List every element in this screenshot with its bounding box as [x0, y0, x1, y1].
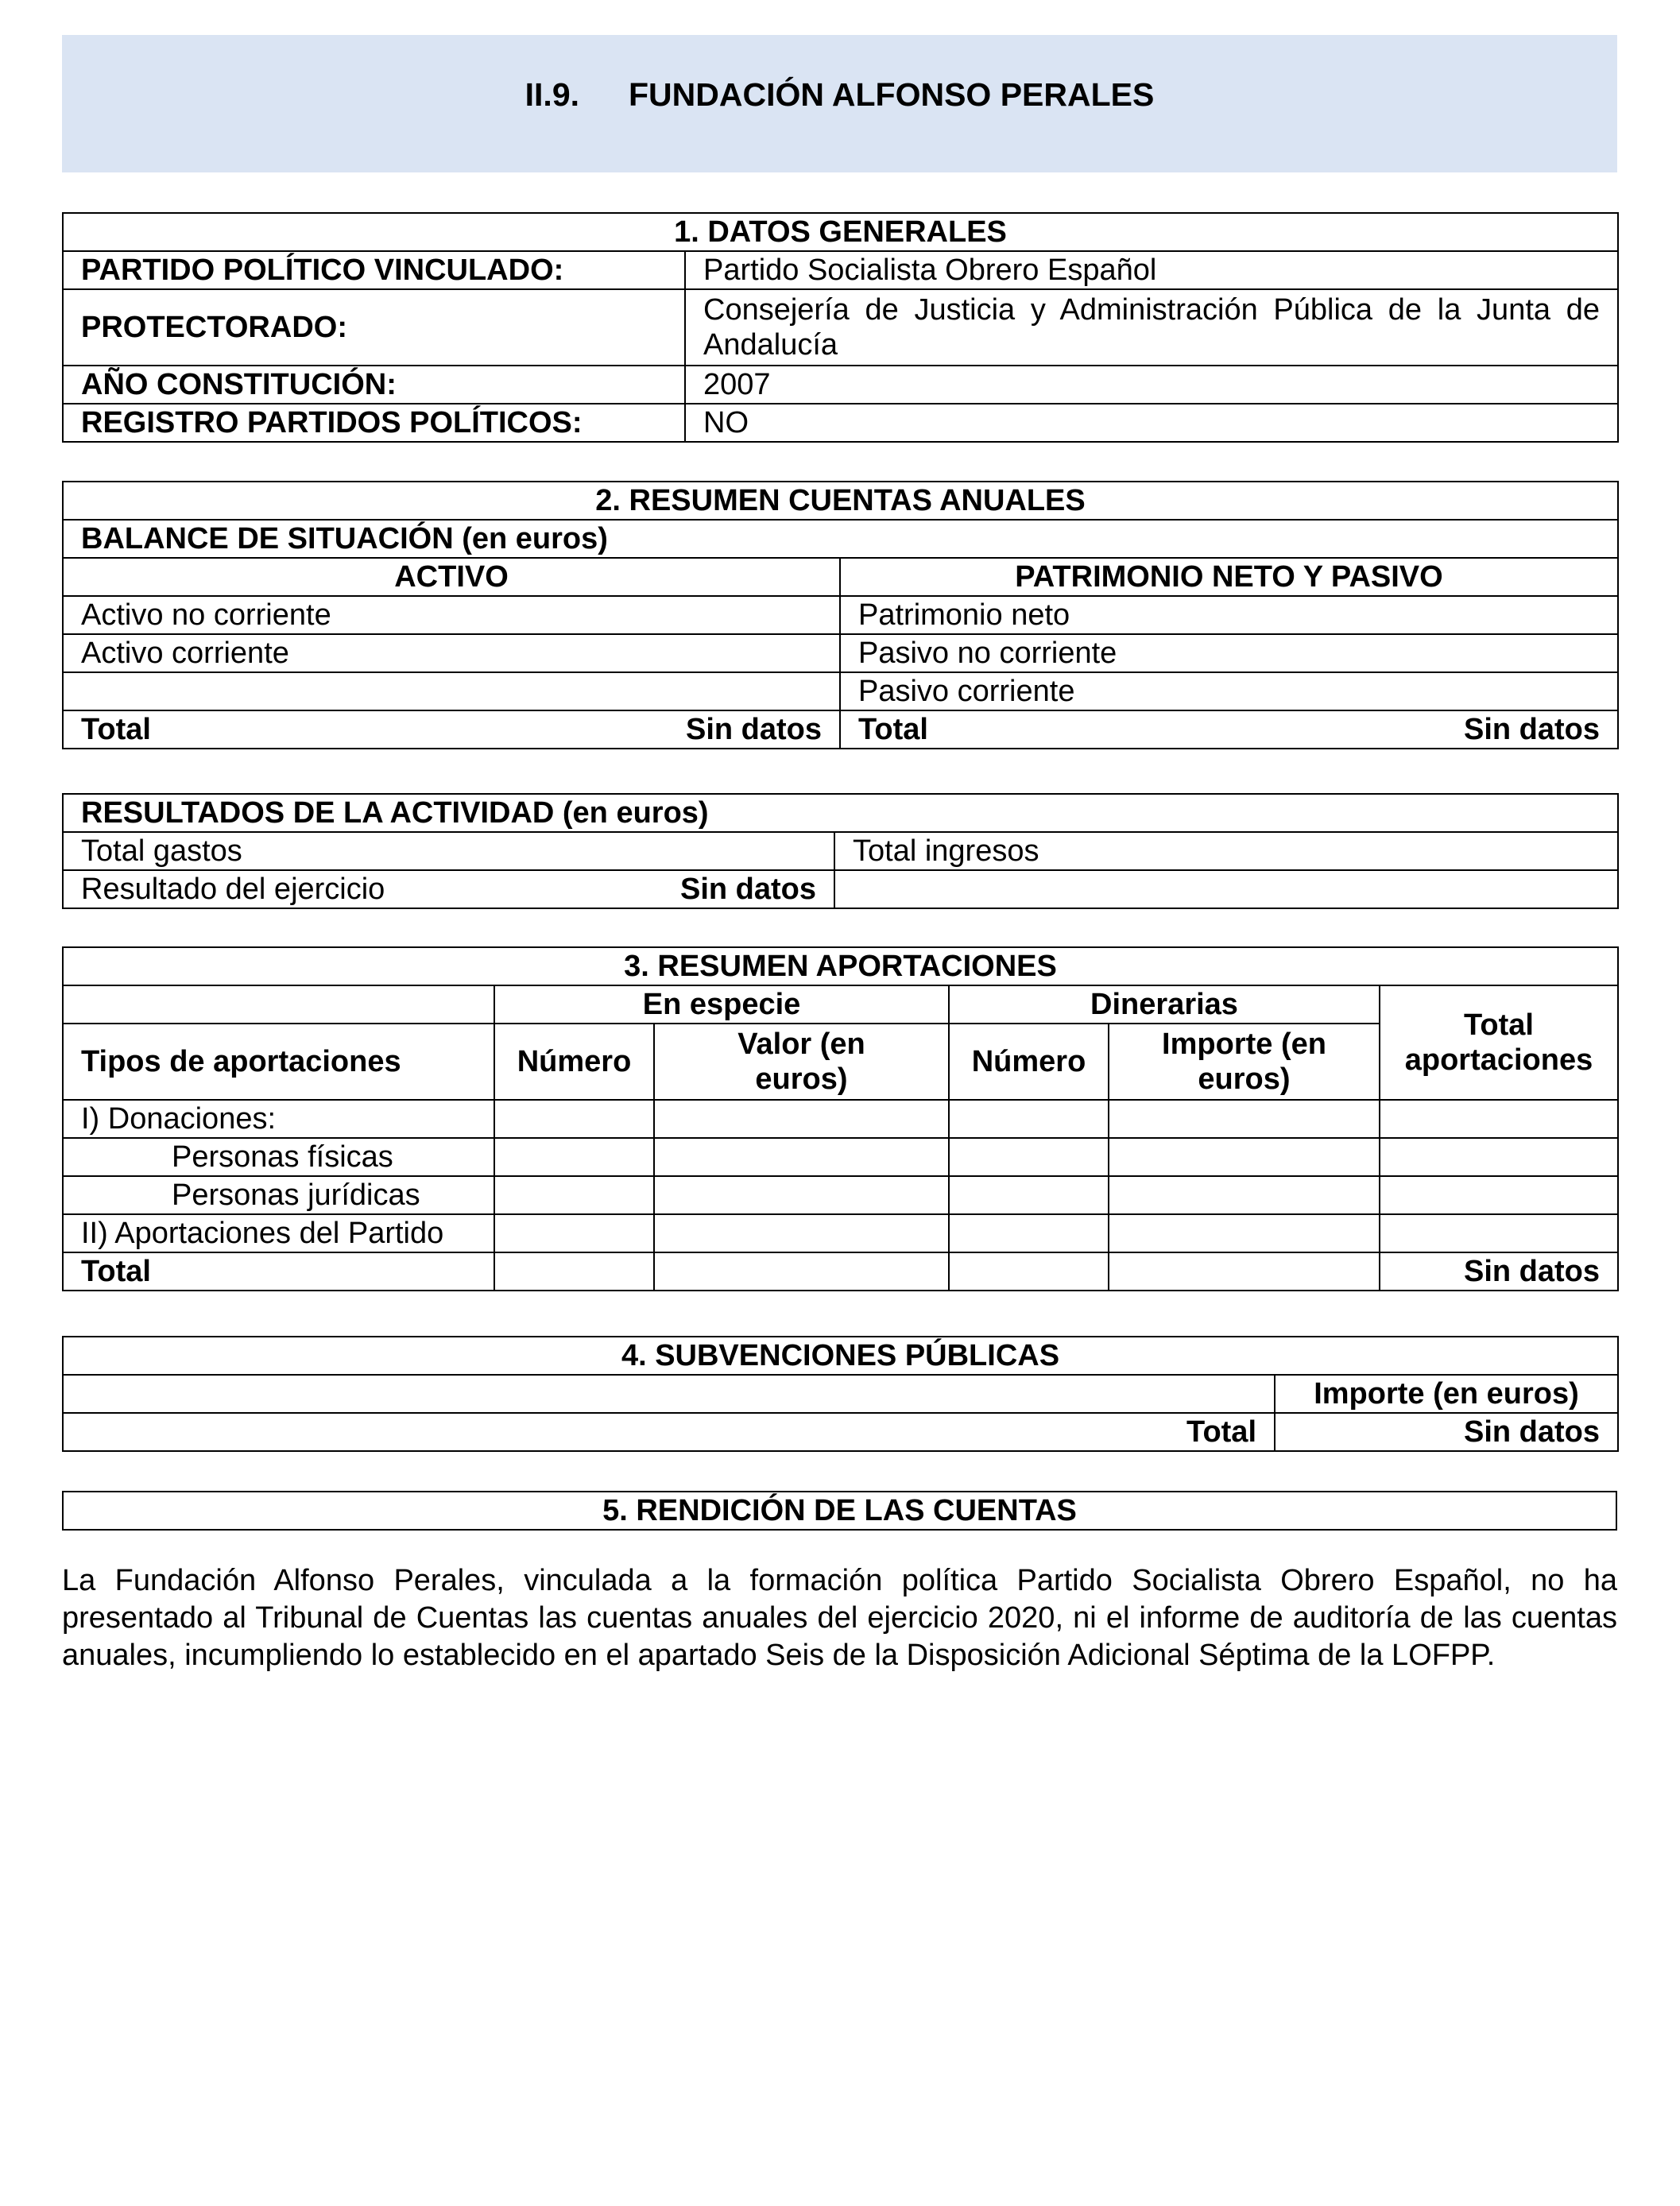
- pasivo-item: Patrimonio neto: [840, 596, 1618, 634]
- datos-generales-heading: 1. DATOS GENERALES: [63, 213, 1618, 251]
- aportacion-row-label: II) Aportaciones del Partido: [63, 1214, 494, 1252]
- registro-value: NO: [685, 404, 1618, 442]
- pasivo-total-value: Sin datos: [1463, 713, 1600, 746]
- pasivo-heading: PATRIMONIO NETO Y PASIVO: [840, 558, 1618, 596]
- aportaciones-table: [62, 946, 1619, 1291]
- rendicion-paragraph: La Fundación Alfonso Perales, vinculada a la formación política Partido Socialista Obrero Español, no ha presentado al Tribunal de Cuentas las cuentas anuales del ejercicio 2020, ni el informe de auditoría de las cuentas anuales, incumpliendo lo establecido en el apartado Seis de la Disposición Adicional Séptima de la LOFPP.: [62, 1564, 1617, 1672]
- protectorado-value: Consejería de Justicia y Administración Pública de la Junta de Andalucía: [685, 289, 1618, 366]
- subvenciones-total-value: Sin datos: [1275, 1413, 1618, 1451]
- datos-generales-table: [62, 212, 1619, 443]
- ano-constitucion-value: 2007: [685, 366, 1618, 404]
- section-banner: [62, 35, 1617, 172]
- rendicion-heading: 5. RENDICIÓN DE LAS CUENTAS: [63, 1492, 1616, 1530]
- ano-constitucion-label: AÑO CONSTITUCIÓN:: [63, 366, 685, 404]
- importe-euros-header: Importe (en euros): [1275, 1375, 1618, 1413]
- total-gastos: Total gastos: [63, 832, 834, 870]
- tipos-header: Tipos de aportaciones: [63, 1024, 494, 1100]
- subvenciones-heading: 4. SUBVENCIONES PÚBLICAS: [63, 1337, 1618, 1375]
- activo-empty-cell: [63, 672, 840, 710]
- resultado-label: Resultado del ejercicio: [81, 873, 385, 906]
- activo-heading: ACTIVO: [63, 558, 840, 596]
- empty-header-cell: [63, 985, 494, 1024]
- activo-total-value: Sin datos: [685, 713, 822, 746]
- partido-value: Partido Socialista Obrero Español: [685, 251, 1618, 289]
- valor-header: Valor (en euros): [654, 1024, 949, 1100]
- resultado-empty-cell: [834, 870, 1618, 908]
- activo-item: Activo no corriente: [63, 596, 840, 634]
- resultados-heading: RESULTADOS DE LA ACTIVIDAD (en euros): [63, 794, 1618, 832]
- section-number: II.9.: [525, 76, 580, 113]
- dinerarias-header: Dinerarias: [949, 985, 1380, 1024]
- aportacion-row-label: Personas físicas: [63, 1138, 494, 1176]
- rendicion-table: [62, 1491, 1617, 1531]
- subvenciones-empty-cell: [63, 1375, 1275, 1413]
- balance-table: [62, 481, 1619, 749]
- aportaciones-total-label: Total: [63, 1252, 494, 1291]
- importe-header: Importe (en euros): [1109, 1024, 1380, 1100]
- resumen-heading: 2. RESUMEN CUENTAS ANUALES: [63, 482, 1618, 520]
- pasivo-total-label: Total: [858, 713, 928, 746]
- total-ingresos: Total ingresos: [834, 832, 1618, 870]
- pasivo-item: Pasivo corriente: [840, 672, 1618, 710]
- foundation-name: FUNDACIÓN ALFONSO PERALES: [629, 76, 1155, 113]
- partido-label: PARTIDO POLÍTICO VINCULADO:: [63, 251, 685, 289]
- balance-heading: BALANCE DE SITUACIÓN (en euros): [63, 520, 1618, 558]
- total-aportaciones-header: Total aportaciones: [1380, 985, 1618, 1100]
- aportaciones-total-value: Sin datos: [1380, 1252, 1618, 1291]
- resultado-cell: [63, 870, 834, 908]
- page-title: [62, 76, 1617, 114]
- aportacion-row-label: I) Donaciones:: [63, 1100, 494, 1138]
- activo-item: Activo corriente: [63, 634, 840, 672]
- pasivo-item: Pasivo no corriente: [840, 634, 1618, 672]
- dinerarias-numero-header: Número: [949, 1024, 1109, 1100]
- aportacion-row-label: Personas jurídicas: [63, 1176, 494, 1214]
- registro-label: REGISTRO PARTIDOS POLÍTICOS:: [63, 404, 685, 442]
- especie-numero-header: Número: [494, 1024, 654, 1100]
- subvenciones-total-label: Total: [63, 1413, 1275, 1451]
- pasivo-total-cell: [840, 710, 1618, 749]
- en-especie-header: En especie: [494, 985, 949, 1024]
- resultados-table: [62, 793, 1619, 909]
- resultado-value: Sin datos: [679, 873, 816, 906]
- aportaciones-heading: 3. RESUMEN APORTACIONES: [63, 947, 1618, 985]
- activo-total-cell: [63, 710, 840, 749]
- activo-total-label: Total: [81, 713, 151, 746]
- protectorado-label: PROTECTORADO:: [63, 289, 685, 366]
- subvenciones-table: [62, 1336, 1619, 1452]
